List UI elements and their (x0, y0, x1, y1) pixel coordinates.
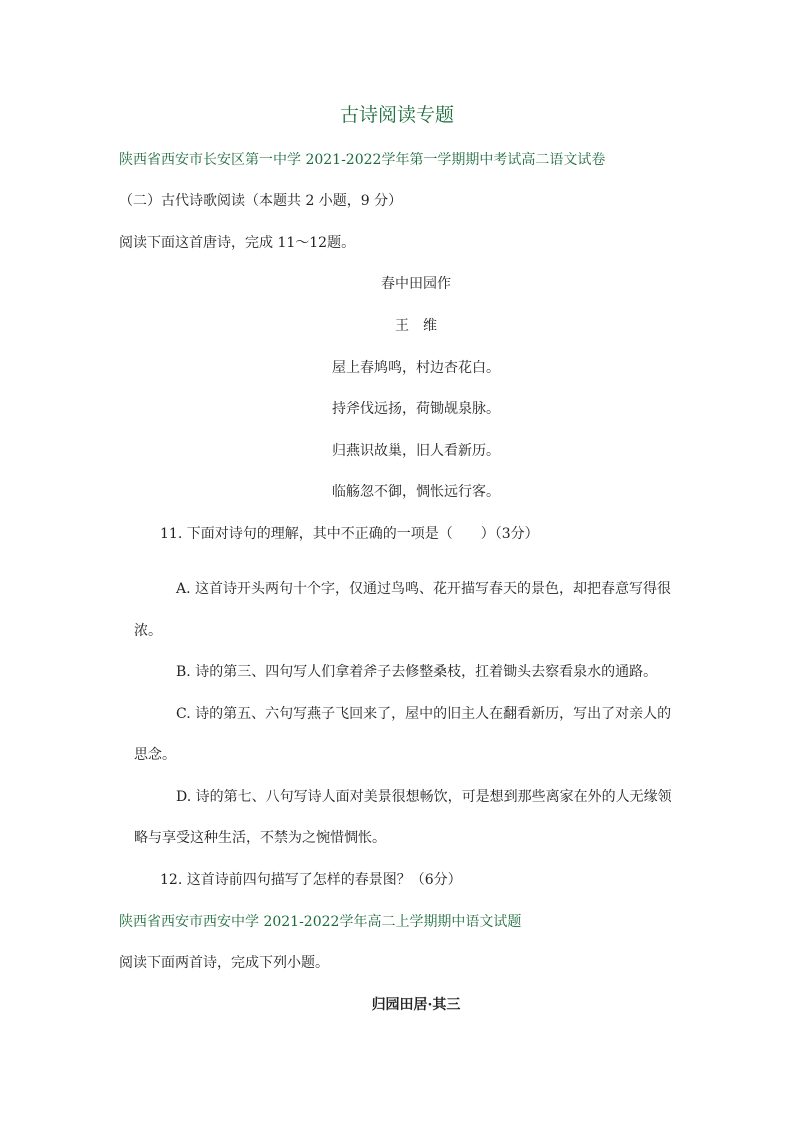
page-title: 古诗阅读专题 (339, 104, 454, 126)
option-d: D. 诗的第七、八句写诗人面对美景很想畅饮，可是想到那些离家在外的人无缘领 (176, 789, 672, 805)
source-label: 陕西省西安市西安中学 2021-2022学年高二上学期期中语文试题 (119, 914, 522, 930)
question-12: 12. 这首诗前四句描写了怎样的春景图？（6分） (160, 872, 462, 888)
poem-line: 归燕识故巢，旧人看新历。 (332, 443, 500, 459)
poem-line: 屋上春鸠鸣，村边杏花白。 (332, 360, 500, 376)
poem-author: 王 维 (395, 318, 437, 334)
poem-line: 临觞忽不御，惆怅远行客。 (332, 484, 500, 500)
poem-title: 春中田园作 (381, 276, 451, 292)
poem-line: 持斧伐远扬，荷锄觇泉脉。 (332, 401, 500, 417)
poem-title: 归园田居·其三 (371, 997, 461, 1013)
section-heading: （二）古代诗歌阅读（本题共 2 小题，9 分） (119, 193, 403, 209)
option-a: A. 这首诗开头两句十个字，仅通过鸟鸣、花开描写春天的景色，却把春意写得很 (176, 581, 672, 597)
option-b: B. 诗的第三、四句写人们拿着斧子去修整桑枝，扛着锄头去察看泉水的通路。 (176, 664, 658, 680)
option-d-cont: 略与享受这种生活，不禁为之惋惜惆怅。 (134, 830, 386, 846)
option-c: C. 诗的第五、六句写燕子飞回来了，屋中的旧主人在翻看新历，写出了对亲人的 (176, 706, 672, 722)
option-c-cont: 思念。 (134, 747, 176, 763)
source-label: 陕西省西安市长安区第一中学 2021-2022学年第一学期期中考试高二语文试卷 (119, 152, 606, 168)
question-11: 11. 下面对诗句的理解，其中不正确的一项是（ ）（3分） (160, 526, 539, 542)
instruction-text: 阅读下面这首唐诗，完成 11～12题。 (119, 235, 356, 251)
instruction-text: 阅读下面两首诗，完成下列小题。 (119, 955, 329, 971)
option-a-cont: 浓。 (134, 623, 162, 639)
